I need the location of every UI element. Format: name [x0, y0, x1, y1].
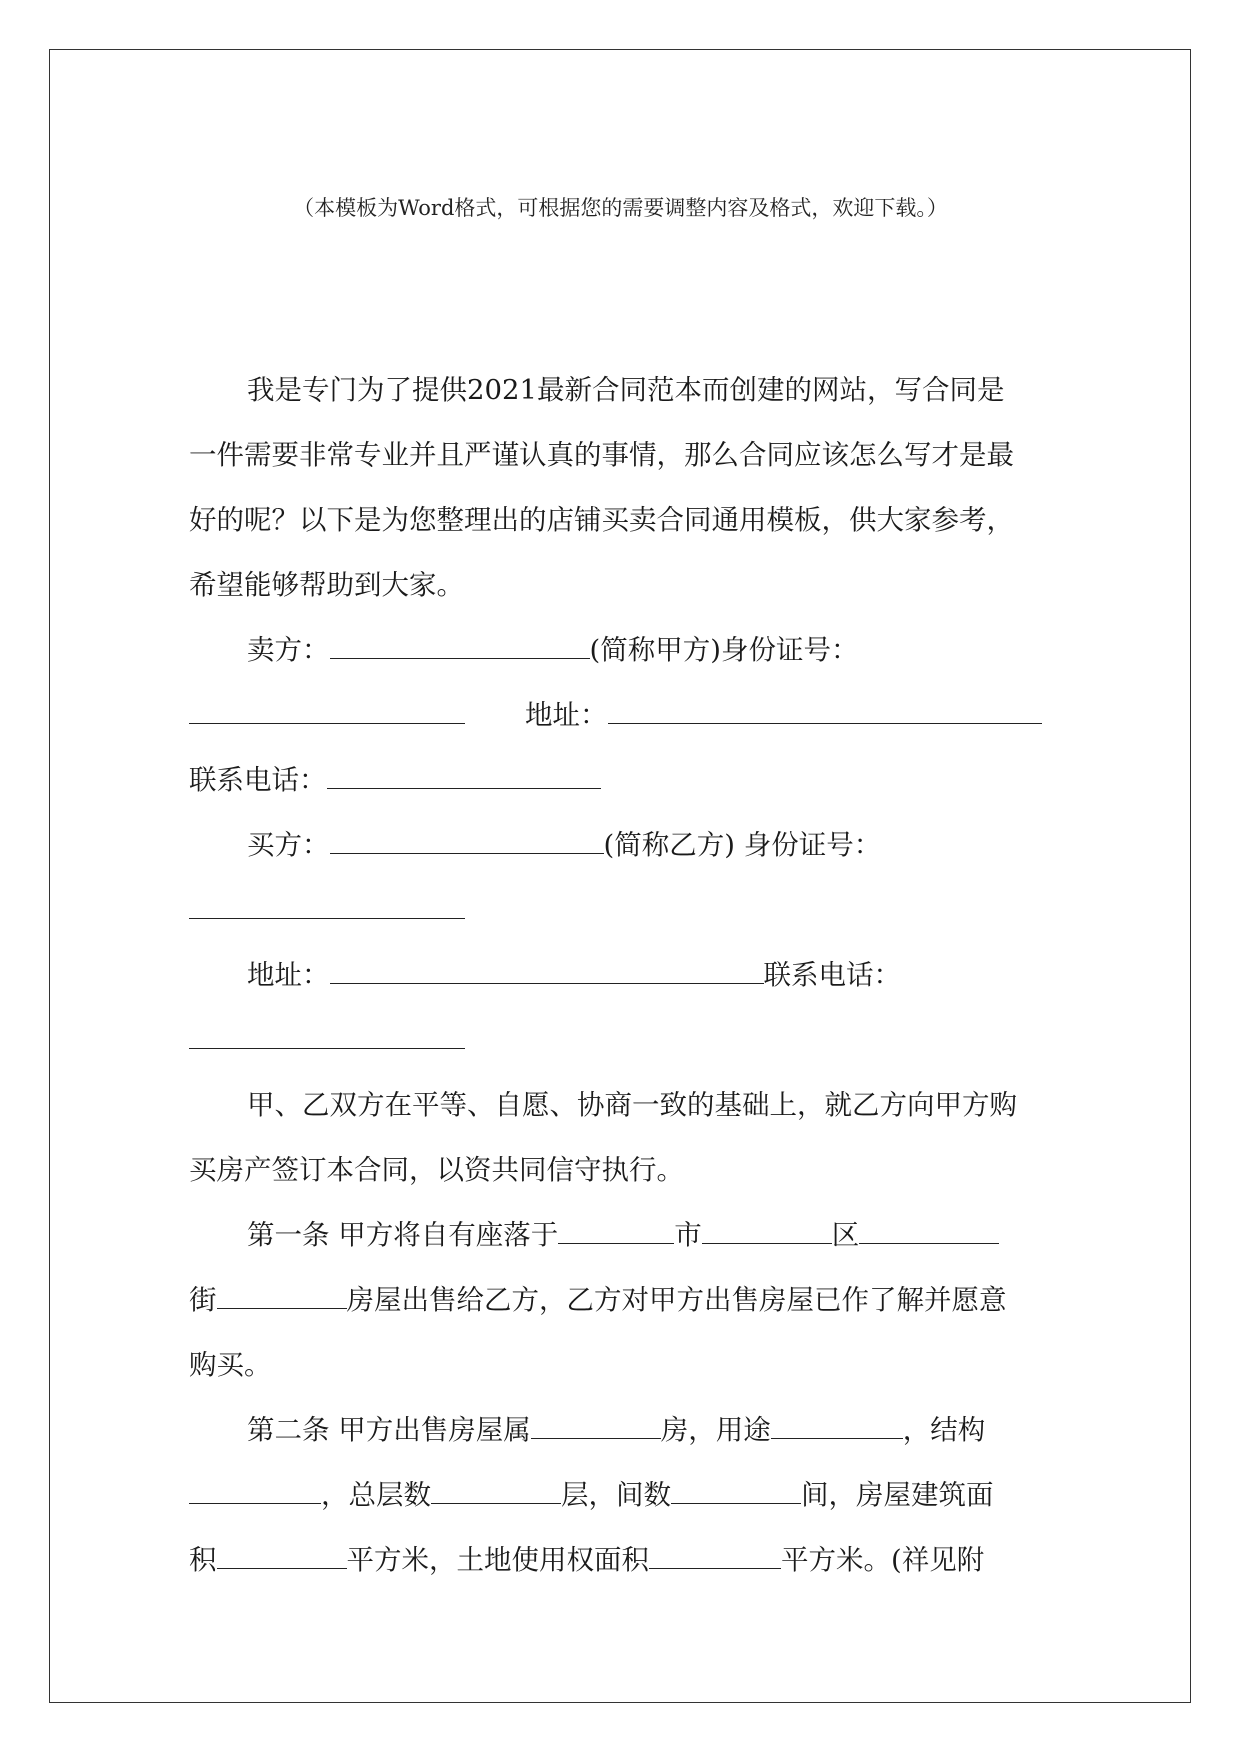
preamble-line-1: 甲、乙双方在平等、自愿、协商一致的基础上，就乙方向甲方购: [247, 1089, 1017, 1121]
seller-label: 卖方：: [247, 634, 330, 666]
preamble-line-2: 买房产签订本合同，以资共同信守执行。: [189, 1154, 684, 1186]
article2-structure-blank[interactable]: [189, 1477, 321, 1504]
article2-use-blank[interactable]: [771, 1412, 903, 1439]
article2-text-b: 房，用途: [660, 1414, 771, 1446]
seller-address-blank[interactable]: [608, 697, 1042, 724]
article2-type-blank[interactable]: [531, 1412, 661, 1439]
buyer-id-line: [189, 890, 465, 930]
buyer-address-line: [247, 955, 901, 995]
buyer-phone-blank[interactable]: [189, 1022, 465, 1049]
article2-land-area-blank[interactable]: [649, 1542, 781, 1569]
seller-name-blank[interactable]: [330, 632, 590, 659]
article1-city-blank[interactable]: [558, 1217, 674, 1244]
article1-text-d: 街: [189, 1284, 217, 1316]
article2-text-e: 层，间数: [561, 1479, 671, 1511]
seller-phone-blank[interactable]: [327, 762, 601, 789]
buyer-address-blank[interactable]: [330, 957, 764, 984]
article2-floors-blank[interactable]: [431, 1477, 561, 1504]
seller-address-line: [189, 695, 1042, 735]
intro-line-4: 希望能够帮助到大家。: [189, 569, 464, 601]
article2-rooms-blank[interactable]: [671, 1477, 801, 1504]
page-border: [49, 49, 1191, 1703]
seller-phone-line: [189, 760, 601, 800]
article1-text-a: 第一条 甲方将自有座落于: [247, 1219, 559, 1251]
template-note: （本模板为Word格式，可根据您的需要调整内容及格式，欢迎下载。）: [293, 196, 948, 220]
buyer-address-label: 地址：: [247, 959, 330, 991]
article2-text-c: ，结构: [902, 1414, 986, 1446]
article2-text-a: 第二条 甲方出售房屋属: [247, 1414, 531, 1446]
article1-line-1: [247, 1215, 999, 1255]
article2-text-g: 积: [189, 1544, 217, 1576]
buyer-line: [247, 825, 881, 865]
buyer-phone-line: [189, 1020, 465, 1060]
article2-line-1: [247, 1410, 985, 1450]
seller-line: [247, 630, 858, 670]
article1-line-3: 购买。: [189, 1349, 272, 1381]
buyer-label: 买方：: [247, 829, 330, 861]
article2-text-d: ，总层数: [321, 1479, 431, 1511]
article2-line-3: [189, 1540, 984, 1580]
article2-area-blank[interactable]: [217, 1542, 347, 1569]
article1-district-blank[interactable]: [702, 1217, 832, 1244]
seller-address-label: 地址：: [525, 699, 608, 731]
article1-text-e: 房屋出售给乙方，乙方对甲方出售房屋已作了解并愿意: [346, 1284, 1007, 1316]
intro-line-3: 好的呢？以下是为您整理出的店铺买卖合同通用模板，供大家参考，: [189, 504, 1014, 536]
article1-text-b: 市: [674, 1219, 702, 1251]
intro-line-1: 我是专门为了提供2021最新合同范本而创建的网站，写合同是: [247, 374, 1005, 406]
article2-text-h: 平方米，土地使用权面积: [346, 1544, 649, 1576]
buyer-name-blank[interactable]: [330, 827, 604, 854]
seller-phone-label: 联系电话：: [189, 764, 327, 796]
article1-line-2: [189, 1280, 1007, 1320]
buyer-abbr-label: (简称乙方) 身份证号：: [603, 829, 882, 861]
article2-text-i: 平方米。(祥见附: [781, 1544, 985, 1576]
buyer-id-blank[interactable]: [189, 892, 465, 919]
intro-line-2: 一件需要非常专业并且严谨认真的事情，那么合同应该怎么写才是最: [189, 439, 1014, 471]
buyer-phone-label: 联系电话：: [763, 959, 901, 991]
seller-id-blank[interactable]: [189, 697, 465, 724]
article2-text-f: 间，房屋建筑面: [801, 1479, 994, 1511]
article1-street-blank[interactable]: [859, 1217, 999, 1244]
article2-line-2: [189, 1475, 994, 1515]
article1-number-blank[interactable]: [217, 1282, 347, 1309]
seller-abbr-label: (简称甲方)身份证号：: [589, 634, 859, 666]
article1-text-c: 区: [831, 1219, 860, 1251]
